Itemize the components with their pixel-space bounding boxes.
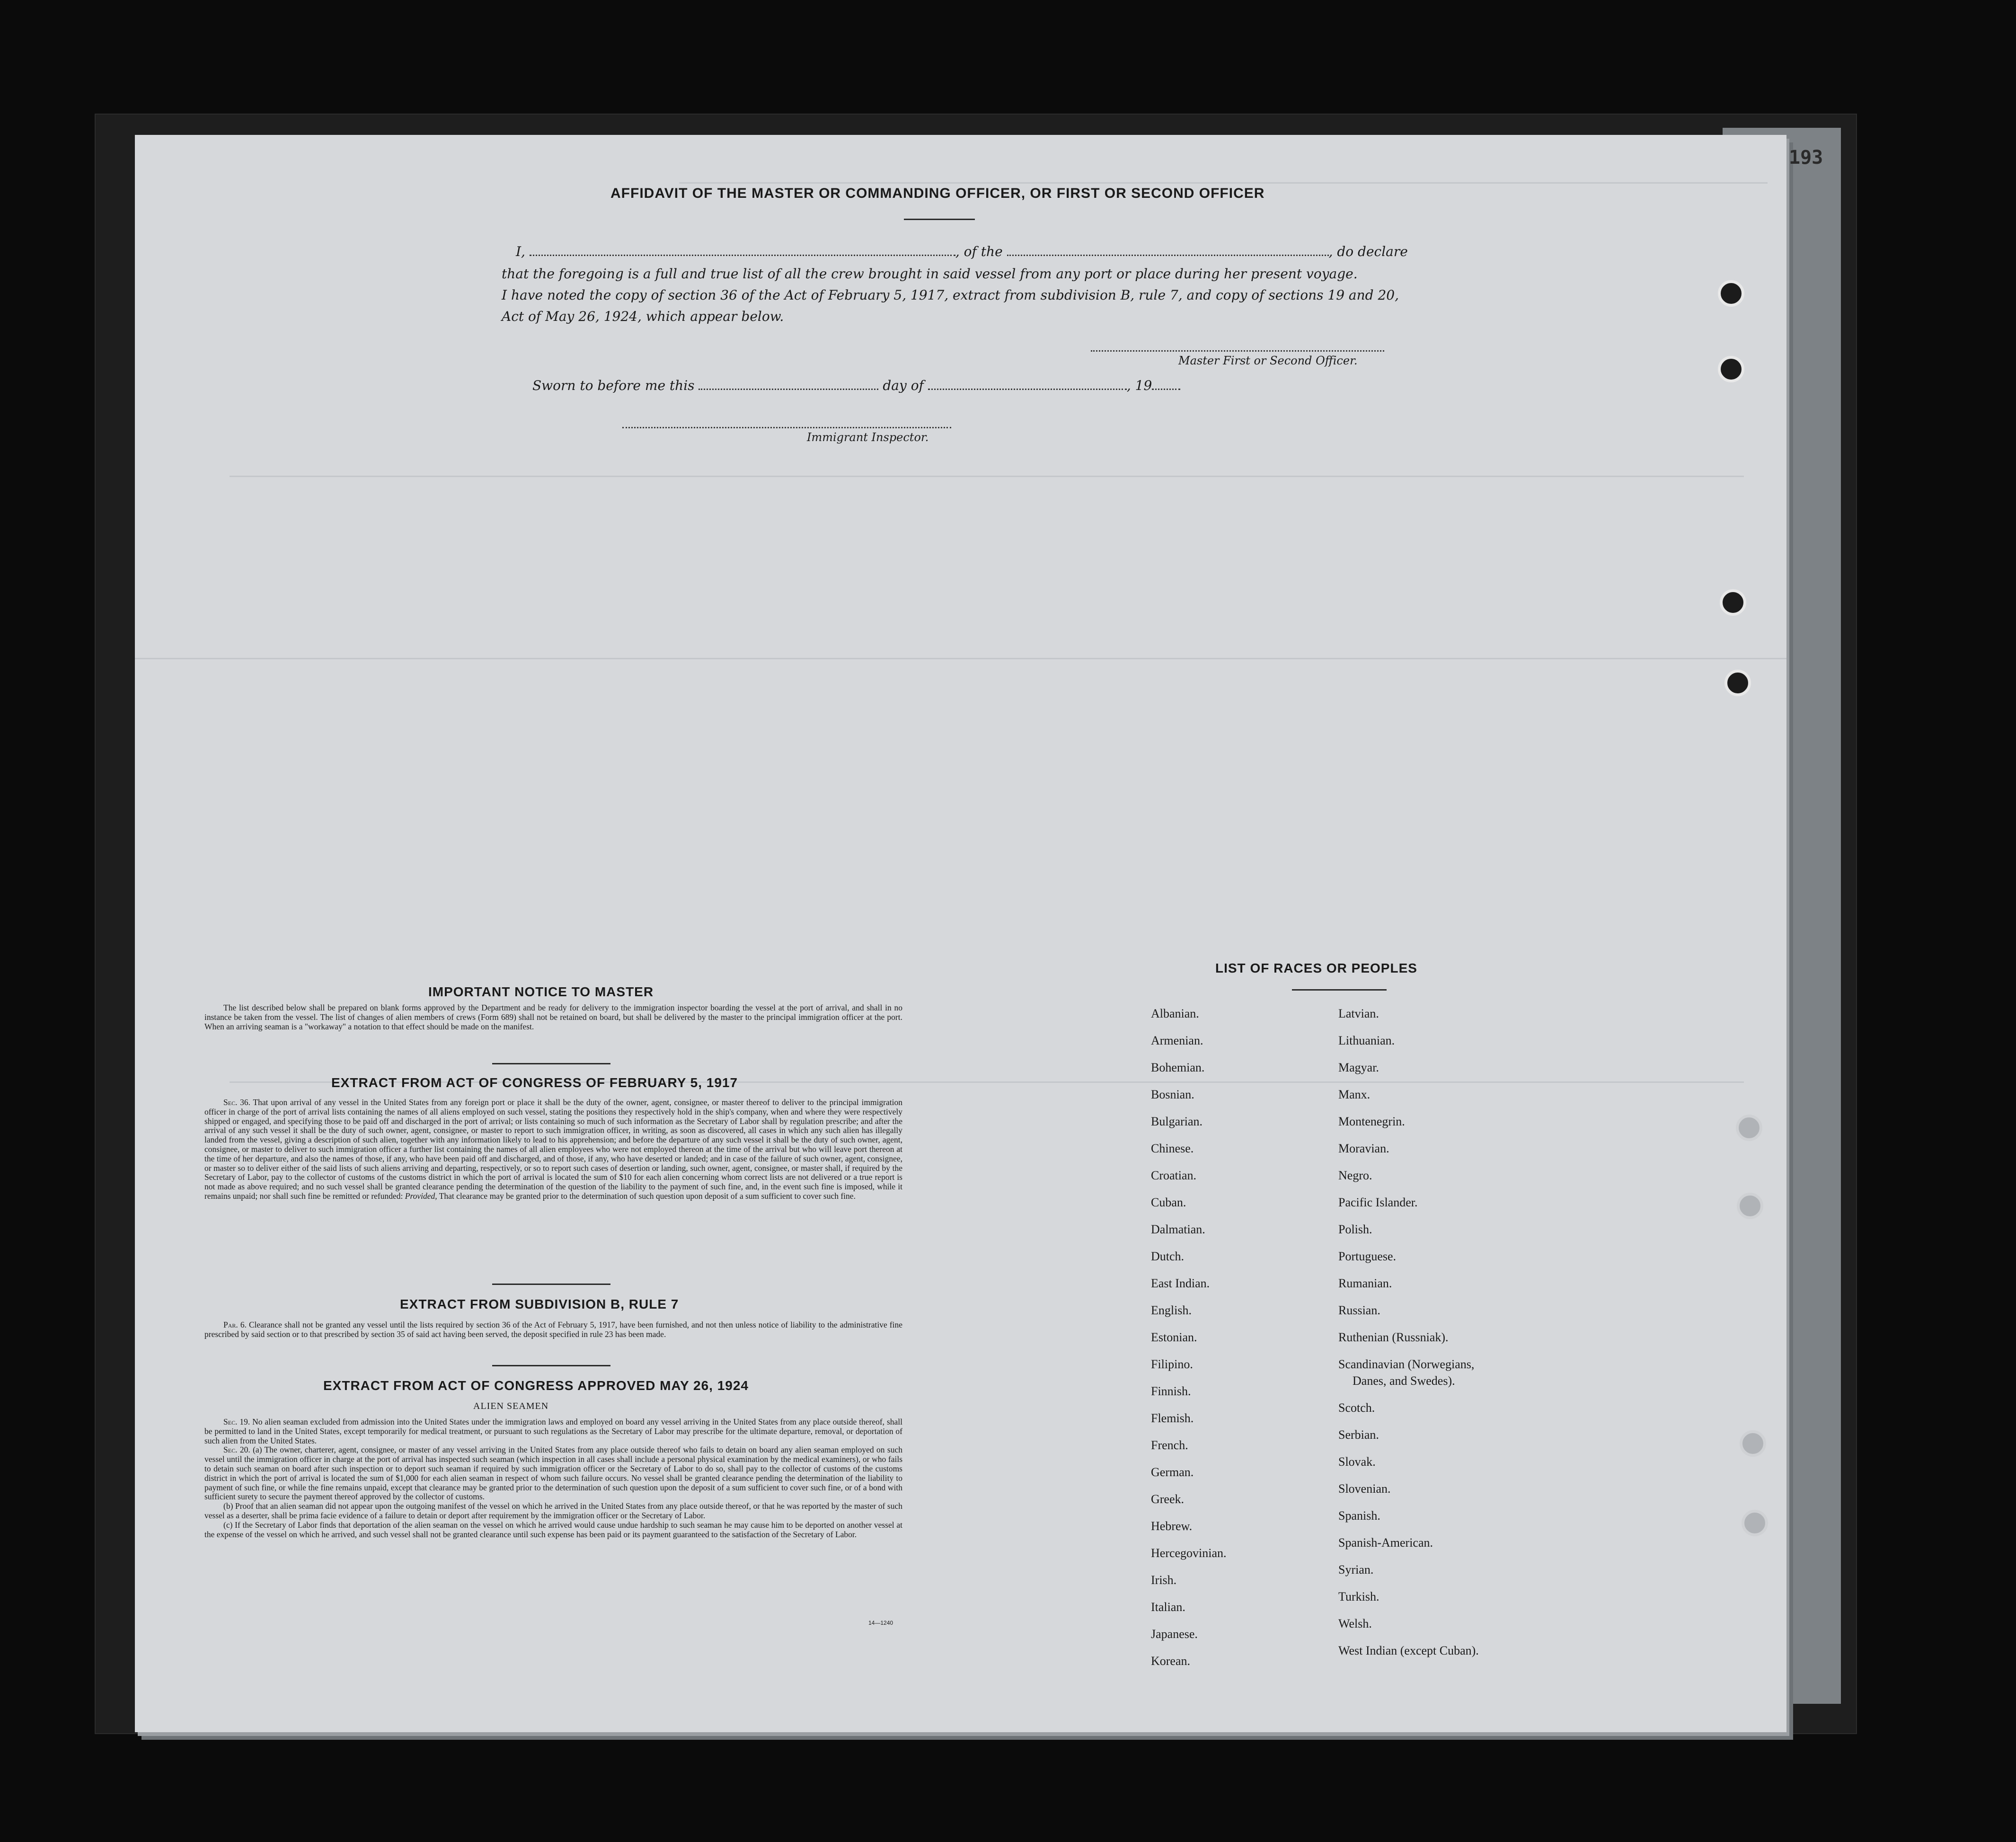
- race-item: Serbian.: [1338, 1428, 1379, 1442]
- inspector-signature-line[interactable]: [622, 427, 951, 428]
- race-item: Bulgarian.: [1151, 1115, 1203, 1128]
- race-item: Bohemian.: [1151, 1061, 1205, 1074]
- sec19-text: No alien seaman excluded from admission into the United States under the immigration laws and employed on board any vessel arriving in the United States from any place outside thereof, shall be permitted to land in the United States, except temporarily for medical treatment, or pursuant to such regulations as the Secretary of Labor may prescribe for the ultimate departure, removal, or deportation of such alien from the United States.: [204, 1417, 903, 1445]
- race-item: Italian.: [1151, 1600, 1185, 1614]
- race-item: Spanish.: [1338, 1509, 1380, 1523]
- race-item: Korean.: [1151, 1654, 1191, 1668]
- sec20c-text: (c) If the Secretary of Labor finds that deportation of the alien seaman on the vessel on which he arrived would cause undue hardship to such seaman he may cause him to be deported on another vessel at the expense of the vessel on which he arrived, and such vessel shall not be granted clearance until such expense has been paid or its payment guaranteed to the satisfaction of the Secretary of Labor.: [204, 1520, 902, 1539]
- race-item: East Indian.: [1151, 1276, 1210, 1290]
- sec36-text-end: That clearance may be granted prior to the determination of such question upon deposit of a sum sufficient to cover such fine.: [439, 1191, 856, 1201]
- race-item: Welsh.: [1338, 1617, 1372, 1630]
- race-item: Turkish.: [1338, 1590, 1379, 1603]
- race-item: Albanian.: [1151, 1007, 1199, 1020]
- race-item: Bosnian.: [1151, 1088, 1194, 1101]
- affidavit-line1: [516, 244, 1408, 259]
- affidavit-line4: Act of May 26, 1924, which appear below.: [502, 309, 784, 324]
- affidavit-line2: that the foregoing is a full and true list of all the crew brought in said vessel from any port or place during her present voyage.: [502, 266, 1358, 282]
- race-item: Cuban.: [1151, 1196, 1186, 1209]
- affidavit-title: AFFIDAVIT OF THE MASTER OR COMMANDING OFFICER, OR FIRST OR SECOND OFFICER: [610, 186, 1265, 201]
- section-divider: [492, 1365, 610, 1366]
- race-item: German.: [1151, 1465, 1194, 1479]
- sworn-month-field[interactable]: [928, 389, 1127, 390]
- subdivision-title: EXTRACT FROM SUBDIVISION B, RULE 7: [400, 1297, 679, 1311]
- form-number: 14—1240: [868, 1620, 893, 1626]
- race-item: Syrian.: [1338, 1563, 1374, 1576]
- binder-hole: [1718, 356, 1744, 382]
- race-item: Polish.: [1338, 1222, 1372, 1236]
- affidavit-of-the: , of the: [955, 244, 1003, 259]
- par6-text: Clearance shall not be granted any vessel until the lists required by section 36 of the Act of February 5, 1917, have been furnished, and not then unless notice of liability to the administrative fine prescribed by said section or to that prescribed by section 35 of said act having been served, the deposit specified in rule 23 has been made.: [204, 1320, 903, 1339]
- race-item: Spanish-American.: [1338, 1536, 1433, 1550]
- race-item: Scandinavian (Norwegians,: [1338, 1357, 1475, 1371]
- bleed-through-rule: [135, 658, 1786, 659]
- extract-1917-title: EXTRACT FROM ACT OF CONGRESS OF FEBRUARY 5, 1917: [331, 1075, 738, 1090]
- affidavit-i: I,: [516, 244, 525, 259]
- race-item: Dalmatian.: [1151, 1222, 1205, 1236]
- race-item: Chinese.: [1151, 1142, 1194, 1155]
- race-item: Manx.: [1338, 1088, 1371, 1101]
- race-item: Slovak.: [1338, 1455, 1376, 1469]
- sworn-line: [532, 378, 1180, 393]
- affidavit-line3: I have noted the copy of section 36 of the Act of February 5, 1917, extract from subdivision B, rule 7, and copy of sections 19 and 20,: [502, 287, 1399, 303]
- race-item: Japanese.: [1151, 1627, 1198, 1641]
- race-item: Montenegrin.: [1338, 1115, 1405, 1128]
- race-item: English.: [1151, 1303, 1192, 1317]
- sworn-day-field[interactable]: [699, 389, 878, 390]
- sworn-year: , 19: [1126, 378, 1152, 393]
- master-signature-line[interactable]: [1091, 350, 1384, 352]
- binder-hole: [1724, 670, 1751, 696]
- race-item: Lithuanian.: [1338, 1034, 1395, 1047]
- binder-hole: [1720, 589, 1746, 616]
- race-item: Flemish.: [1151, 1411, 1194, 1425]
- inspector-caption: Immigrant Inspector.: [807, 431, 929, 444]
- race-item: Pacific Islander.: [1338, 1196, 1418, 1209]
- subdivision-text: [204, 1320, 902, 1339]
- race-item: Finnish.: [1151, 1384, 1191, 1398]
- notice-text: [204, 1003, 902, 1031]
- race-item: Filipino.: [1151, 1357, 1193, 1371]
- sec20-label: Sec. 20.: [223, 1445, 250, 1455]
- bleed-through-rule: [230, 476, 1744, 477]
- title-underline: [904, 219, 975, 220]
- race-item: Latvian.: [1338, 1007, 1379, 1020]
- binder-hole: [1737, 1193, 1763, 1219]
- races-column-1: [1151, 1000, 1227, 1674]
- binder-hole: [1742, 1510, 1768, 1536]
- race-item: Negro.: [1338, 1169, 1372, 1182]
- race-item: Russian.: [1338, 1303, 1380, 1317]
- page-number: 193: [1789, 147, 1823, 168]
- binder-hole: [1740, 1430, 1766, 1457]
- race-item: Irish.: [1151, 1573, 1177, 1587]
- race-item: Armenian.: [1151, 1034, 1203, 1047]
- sworn-prefix: Sworn to before me this: [532, 378, 695, 393]
- race-item: Dutch.: [1151, 1249, 1185, 1263]
- alien-seamen-subtitle: ALIEN SEAMEN: [473, 1401, 549, 1411]
- extract-1917-text: [204, 1098, 902, 1201]
- race-item: Scotch.: [1338, 1401, 1375, 1415]
- vessel-name-field[interactable]: [1007, 255, 1329, 256]
- race-item: Croatian.: [1151, 1169, 1197, 1182]
- sworn-day-of: day of: [883, 378, 924, 393]
- sec36-label: Sec. 36.: [223, 1098, 251, 1107]
- race-item: Estonian.: [1151, 1330, 1197, 1344]
- race-item: Slovenian.: [1338, 1482, 1391, 1496]
- declarant-name-field[interactable]: [530, 255, 955, 256]
- sec36-text: That upon arrival of any vessel in the United States from any foreign port or place it shall be the duty of the owner, agent, consignee, or master thereof to deliver to the principal immigration officer in charge of the port of arrival lists containing the names of all aliens employed on such vessel, stating the positions they respectively hold in the ship's company, when and where they were respectively shipped or engaged, and specifying those to be paid off and discharged in the port of arrival; or lists containing so much of such information as the Secretary of Labor shall by regulation prescribe; and after the arrival of any such vessel it shall be the duty of such owner, agent, consignee, or master to report to such immigration officer, in writing, as soon as discovered, all cases in which any such alien has illegally landed from the vessel, giving a description of such alien, together with any information likely to lead to his apprehension; and before the departure of any such vessel it shall be the duty of such owner, agent, consignee, or master to deliver to such immigration officer a further list containing the names of all alien employees who were not employed thereon at the time of the arrival but who will leave port thereon at the time of her departure, and also the names of those, if any, who have been paid off and discharged, and of those, if any, who have deserted or landed; and in case of the failure of such owner, agent, consignee, or master so to deliver either of the said lists of such aliens arriving and departing, respectively, or so to report such cases of desertion or landing, such owner, agent, consignee, or master shall, if required by the Secretary of Labor, pay to the collector of customs of the customs district in which the port of arrival is located the sum of $10 for each alien concerning whom correct lists are not delivered or a true report is not made as above required; and no such vessel shall be granted clearance pending the determination of the question of the liability to the payment of such fine, and, in the event such fine is imposed, while it remains unpaid; nor shall such fine be remitted or refunded:: [204, 1098, 902, 1201]
- race-item: Rumanian.: [1338, 1276, 1392, 1290]
- race-item: Danes, and Swedes).: [1353, 1374, 1455, 1388]
- master-caption: Master First or Second Officer.: [1178, 354, 1358, 367]
- binder-hole: [1736, 1115, 1762, 1141]
- binder-hole: [1718, 280, 1744, 307]
- race-item: Magyar.: [1338, 1061, 1379, 1074]
- section-divider: [492, 1063, 610, 1064]
- race-item: Hebrew.: [1151, 1519, 1193, 1533]
- extract-1924-text: [204, 1417, 902, 1539]
- race-item: West Indian (except Cuban).: [1338, 1644, 1479, 1657]
- affidavit-declare: , do declare: [1328, 244, 1408, 259]
- races-title-underline: [1292, 989, 1387, 991]
- sworn-year-field[interactable]: [1152, 389, 1180, 390]
- race-item: Ruthenian (Russniak).: [1338, 1330, 1449, 1344]
- bleed-through-rule: [679, 182, 1768, 184]
- race-item: Portuguese.: [1338, 1249, 1397, 1263]
- sec19-label: Sec. 19.: [223, 1417, 250, 1426]
- par6-label: Par. 6.: [223, 1320, 247, 1329]
- races-title: LIST OF RACES OR PEOPLES: [1215, 961, 1417, 975]
- notice-paragraph: The list described below shall be prepared on blank forms approved by the Department and be ready for delivery to the immigration inspector boarding the vessel at the port of arrival, and shall in no instance be taken from the vessel. The list of changes of alien members of crews (Form 689) shall not be retained on board, but shall be delivered by the master to the principal immigration officer at the port. When an arriving seaman is a "workaway" a notation to that effect should be made on the manifest.: [204, 1003, 902, 1031]
- provided-word: Provided,: [405, 1191, 437, 1201]
- race-item: French.: [1151, 1438, 1188, 1452]
- races-column-2: [1338, 1000, 1479, 1664]
- section-divider: [492, 1284, 610, 1285]
- race-item: Moravian.: [1338, 1142, 1389, 1155]
- sec20b-text: (b) Proof that an alien seaman did not appear upon the outgoing manifest of the vessel on which he arrived in the United States from any place outside thereof, or that he was reported by the master of such vessel as a deserter, shall be prima facie evidence of a failure to detain or deport after requirement by the immigration officer or the Secretary of Labor.: [204, 1501, 902, 1520]
- notice-title: IMPORTANT NOTICE TO MASTER: [428, 984, 654, 999]
- race-item: Greek.: [1151, 1492, 1185, 1506]
- sec20a-text: (a) The owner, charterer, agent, consignee, or master of any vessel arriving in the United States from any place outside thereof who fails to detain on board any alien seaman employed on such vessel until the immigration officer in charge at the port of arrival has inspected such seaman (which inspection in all cases shall include a personal physical examination by the medical examiners), or who fails to detain such seaman on board after such inspection or to deport such seaman if required by such immigration officer or the Secretary of Labor to do so, shall pay to the collector of customs of the customs district in which the port of arrival is located the sum of $1,000 for each alien seaman in respect of whom such failure occurs. No vessel shall be granted clearance pending the determination of the liability to payment of such fine, or while the fine remains unpaid, except that clearance may be granted prior to the determination of such question upon the deposit of a sum sufficient to cover such fine, or of a bond with sufficient surety to secure the payment thereof approved by the collector of customs.: [204, 1445, 902, 1502]
- race-item: Hercegovinian.: [1151, 1546, 1227, 1560]
- extract-1924-title: EXTRACT FROM ACT OF CONGRESS APPROVED MAY 26, 1924: [323, 1378, 749, 1393]
